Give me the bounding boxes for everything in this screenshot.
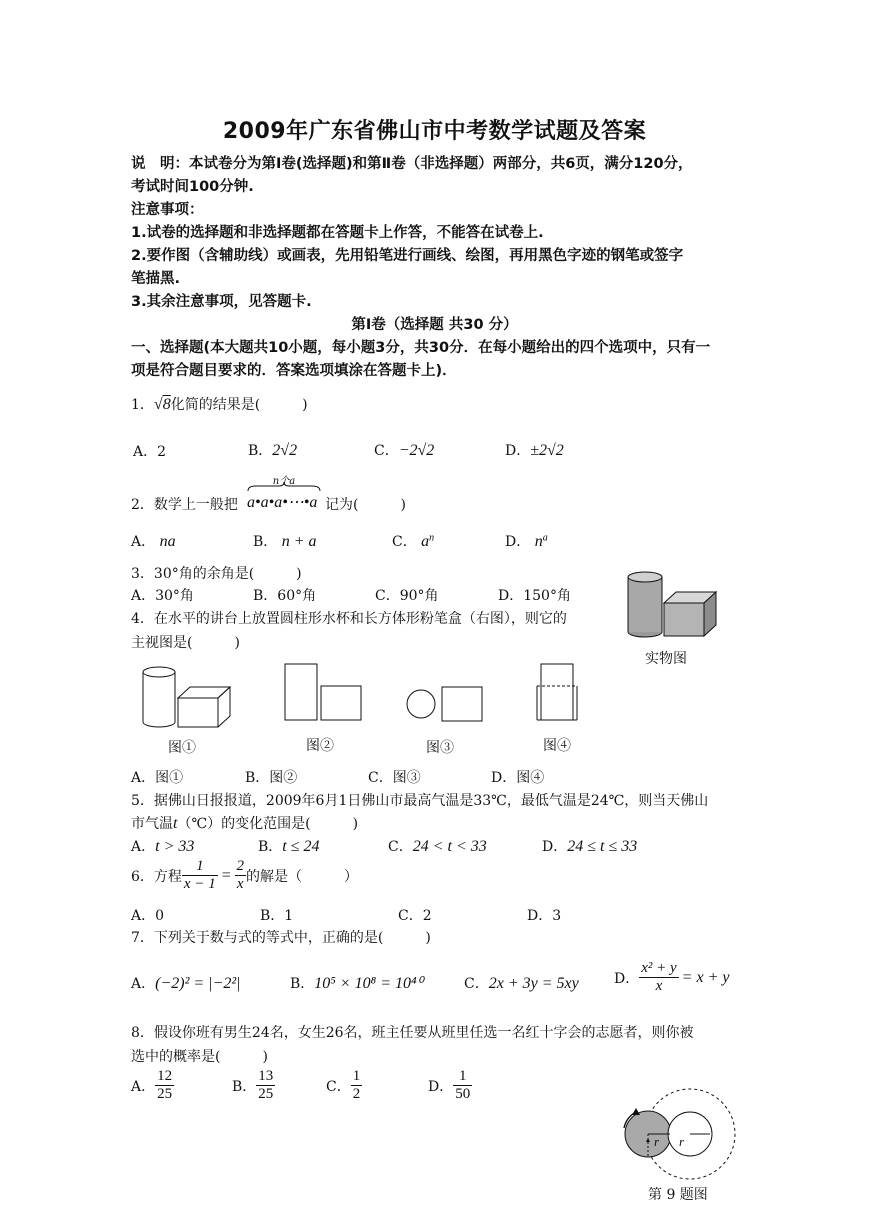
question-1-radicand: 8 [162, 396, 171, 413]
object-figure [624, 568, 720, 640]
question-8-option-d: D． $\frac{1}{50}$ [428, 1068, 471, 1102]
question-5-option-a: A．t > 33 [131, 838, 195, 855]
question-5-line-1: 5．据佛山日报报道，2009年6月1日佛山市最高气温是33℃，最低气温是24℃，则当天佛山 [131, 793, 709, 809]
question-1-option-d: D．±2√2 [505, 442, 564, 459]
radius-label-1: r [654, 1134, 660, 1149]
figure-1-caption: 图① [168, 740, 196, 756]
question-3-option-b: B．60°角 [253, 588, 317, 604]
section-heading: 第Ⅰ卷（选择题 共30 分） [351, 317, 518, 333]
section-intro-2: 项是符合题目要求的．答案选项填涂在答题卡上)． [131, 363, 457, 379]
question-2-option-a: A． na [131, 533, 176, 550]
question-2-number: 2．数学上一般把 [131, 497, 238, 513]
question-2-option-c: C． $a^n$ [392, 532, 435, 550]
figure-1 [140, 664, 232, 730]
question-6: 6．方程 $\frac{1}{x - 1}$ = $\frac{2}{x}$ 的解是（ ） [131, 858, 358, 892]
question-2-option-d: D． $n^a$ [505, 532, 548, 550]
question-4-option-d: D．图④ [491, 770, 545, 786]
section-intro-1: 一、选择题(本大题共10小题，每小题3分，共30分．在每小题给出的四个选项中，只有一 [131, 340, 711, 356]
question-8-option-b: B． $\frac{13}{25}$ [232, 1068, 274, 1102]
question-9-figure-caption: 第 9 题图 [648, 1187, 708, 1203]
question-2-option-b: B． n + a [253, 533, 317, 550]
question-7-text: 7．下列关于数与式的等式中，正确的是( ) [131, 930, 431, 946]
overbrace-icon [246, 482, 322, 492]
question-6-option-a: A．0 [131, 908, 165, 924]
question-1-text: 化简的结果是( ) [170, 397, 308, 413]
figure-3 [404, 685, 484, 723]
question-8-line-2: 选中的概率是( ) [131, 1049, 268, 1065]
question-1-number: 1． [131, 397, 154, 413]
question-5-line-2: 市气温t（℃）的变化范围是( ) [131, 815, 359, 832]
figure-4 [534, 662, 580, 722]
question-4-line-2: 主视图是( ) [131, 635, 240, 651]
question-7-option-b: B．10⁵ × 10⁸ = 10⁴⁰ [290, 975, 423, 992]
question-2-text: 记为( ) [325, 497, 406, 513]
question-4-option-c: C．图③ [368, 770, 421, 786]
figure-3-caption: 图③ [426, 740, 454, 756]
question-1-option-a: A．2 [133, 444, 167, 460]
question-1 [131, 394, 308, 414]
question-6-fraction-2: $\frac{2}{x}$ [236, 858, 244, 892]
question-6-fraction-1: $\frac{1}{x - 1}$ [183, 858, 216, 892]
question-5-option-c: C．24 < t < 33 [388, 838, 487, 855]
attention-item-3: 3.其余注意事项，见答题卡. [131, 294, 312, 310]
question-6-option-b: B．1 [260, 908, 294, 924]
question-7-option-c: C．2x + 3y = 5xy [464, 975, 579, 992]
brace-label: n个a [272, 476, 296, 487]
question-8-option-a: A． $\frac{12}{25}$ [131, 1068, 173, 1102]
question-4-line-1: 4．在水平的讲台上放置圆柱形水杯和长方体形粉笔盒（右图），则它的 [131, 611, 567, 627]
sqrt-symbol: √8 [153, 396, 171, 413]
figure-4-caption: 图④ [543, 738, 571, 754]
question-7-option-a: A．(−2)² = |−2²| [131, 975, 241, 992]
question-3-option-c: C．90°角 [375, 588, 439, 604]
attention-item-2b: 笔描黑. [131, 271, 181, 287]
question-9-figure [616, 1084, 740, 1180]
question-6-option-c: C．2 [398, 908, 432, 924]
page-title: 2009年广东省佛山市中考数学试题及答案 [222, 119, 647, 144]
question-7-option-d: D． $\frac{\text{x² + y}}{x}$ = x + y [614, 960, 730, 994]
question-5-option-b: B．t ≤ 24 [258, 838, 320, 855]
question-3-option-d: D．150°角 [498, 588, 571, 604]
object-caption: 实物图 [645, 651, 687, 667]
figure-2 [282, 662, 364, 722]
question-4-option-b: B．图② [245, 770, 298, 786]
question-3-option-a: A．30°角 [131, 588, 194, 604]
question-1-option-c: C．−2√2 [374, 442, 435, 459]
figure-2-caption: 图② [306, 738, 334, 754]
question-4-option-a: A．图① [131, 770, 184, 786]
attention-heading: 注意事项： [131, 202, 204, 218]
note-line-1: 说 明：本试卷分为第Ⅰ卷(选择题)和第Ⅱ卷（非选择题）两部分，共6页，满分120分， [131, 156, 693, 172]
question-3-text: 3．30°角的余角是( ) [131, 566, 302, 582]
note-line-2: 考试时间100分钟. [131, 179, 254, 195]
attention-item-1: 1.试卷的选择题和非选择题都在答题卡上作答，不能答在试卷上. [131, 225, 544, 241]
question-6-option-d: D．3 [527, 908, 562, 924]
radius-label-2: r [679, 1134, 685, 1149]
question-8-option-c: C． $\frac{1}{2}$ [326, 1068, 361, 1102]
question-8-line-1: 8．假设你班有男生24名，女生26名，班主任要从班里任选一名红十字会的志愿者，则你被 [131, 1025, 694, 1041]
question-5-option-d: D．24 ≤ t ≤ 33 [542, 838, 638, 855]
question-2-expression: a•a•a•⋯•a [247, 494, 318, 511]
question-1-option-b: B．2√2 [248, 442, 298, 459]
attention-item-2a: 2.要作图（含辅助线）或画表，先用铅笔进行画线、绘图，再用黑色字迹的钢笔或签字 [131, 248, 684, 264]
